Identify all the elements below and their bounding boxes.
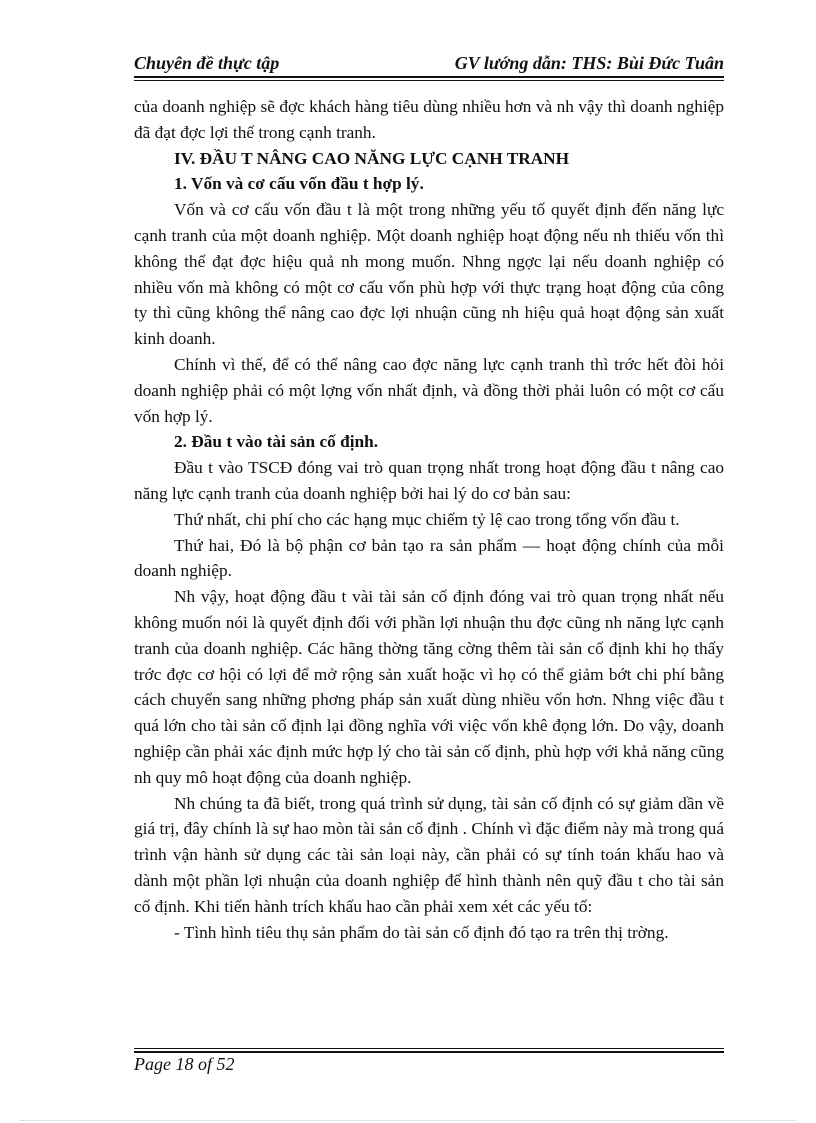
- header-rule-thin: [134, 80, 724, 81]
- subsection-heading-2: 2. Đầu t vào tài sản cố định.: [174, 432, 379, 452]
- paragraph: Thứ nhất, chi phí cho các hạng mục chiếm tỷ lệ cao trong tổng vốn đầu t.: [174, 509, 680, 529]
- document-body: [134, 94, 724, 945]
- paragraph: Đầu t vào TSCĐ đóng vai trò quan trọng nhất trong hoạt động đầu t nâng cao năng lực cạnh tranh của doanh nghiệp bởi hai lý do cơ bản sau:: [134, 458, 724, 503]
- header-left-title: Chuyên đề thực tập: [134, 53, 280, 73]
- header-rule: [134, 76, 724, 78]
- paragraph: Nh vậy, hoạt động đầu t vài tài sản cố định đóng vai trò quan trọng nhất nếu không muốn nói là quyết định đối với phần lợi nhuận thu đợc cũng nh năng lực cạnh tranh của doanh nghiệp. Các hãng thờng tăng cờng thêm tài sản cố định khi họ thấy trớc đợc cơ hội có lợi để mở rộng sản xuất hoặc vì họ có thể giảm bớt chi phí bằng cách chuyển sang những phơng pháp sản xuất dùng nhiều vốn hơn. Nhng việc đầu t quá lớn cho tài sản cố định lại đồng nghĩa với việc vốn khê đọng lớn. Do vậy, doanh nghiệp cần phải xác định mức hợp lý cho tài sản cố định, phù hợp với khả năng cũng nh quy mô hoạt động của doanh nghiệp.: [134, 587, 724, 787]
- paragraph: Thứ hai, Đó là bộ phận cơ bản tạo ra sản phẩm — hoạt động chính của mỗi doanh nghiệp.: [134, 535, 724, 581]
- section-heading: IV. ĐẦU T NÂNG CAO NĂNG LỰC CẠNH TRANH: [174, 148, 570, 168]
- page-header: [134, 48, 724, 74]
- paragraph: Nh chúng ta đã biết, trong quá trình sử dụng, tài sản cố định có sự giảm dần về giá trị, đây chính là sự hao mòn tài sản cố định . Chính vì đặc điểm này mà trong quá trình vận hành sử dụng các tài sản loại này, cần phải có sự tính toán khấu hao và dành một phần lợi nhuận của doanh nghiệp để hình thành nên quỹ đầu t cho tài sản cố định. Khi tiến hành trích khấu hao cần phải xem xét các yếu tố:: [134, 793, 724, 916]
- footer-rule-thin: [134, 1048, 724, 1049]
- paragraph: - Tình hình tiêu thụ sản phẩm do tài sản cố định đó tạo ra trên thị trờng.: [174, 922, 669, 942]
- paragraph: Chính vì thế, để có thể nâng cao đợc năng lực cạnh tranh thì trớc hết đòi hỏi doanh nghiệp phải có một lợng vốn nhất định, và đồng thời phải luôn có một cơ cấu vốn hợp lý.: [134, 354, 724, 426]
- page-edge-divider: [20, 1120, 796, 1121]
- header-right-instructor: GV lướng dẫn: THS: Bùi Đức Tuân: [454, 53, 724, 73]
- footer-rule: [134, 1051, 724, 1053]
- page-number: Page 18 of 52: [134, 1054, 235, 1074]
- subsection-heading-1: 1. Vốn và cơ cấu vốn đầu t hợp lý.: [174, 174, 424, 194]
- paragraph: Vốn và cơ cấu vốn đầu t là một trong những yếu tố quyết định đến năng lực cạnh tranh của một doanh nghiệp. Một doanh nghiệp hoạt động nếu nh thiếu vốn thì không thể đạt đợc hiệu quả nh mong muốn. Nhng ngợc lại nếu doanh nghiệp có nhiều vốn mà không có một cơ cấu vốn phù hợp với thực trạng hoạt động của công ty thì cũng không thể nâng cao đợc lợi nhuận cũng nh hiệu quả hoạt động sản xuất kinh doanh.: [134, 200, 724, 349]
- paragraph-continued: của doanh nghiệp sẽ đợc khách hàng tiêu dùng nhiều hơn và nh vậy thì doanh nghiệp đã đạt đợc lợi thế trong cạnh tranh.: [134, 97, 724, 142]
